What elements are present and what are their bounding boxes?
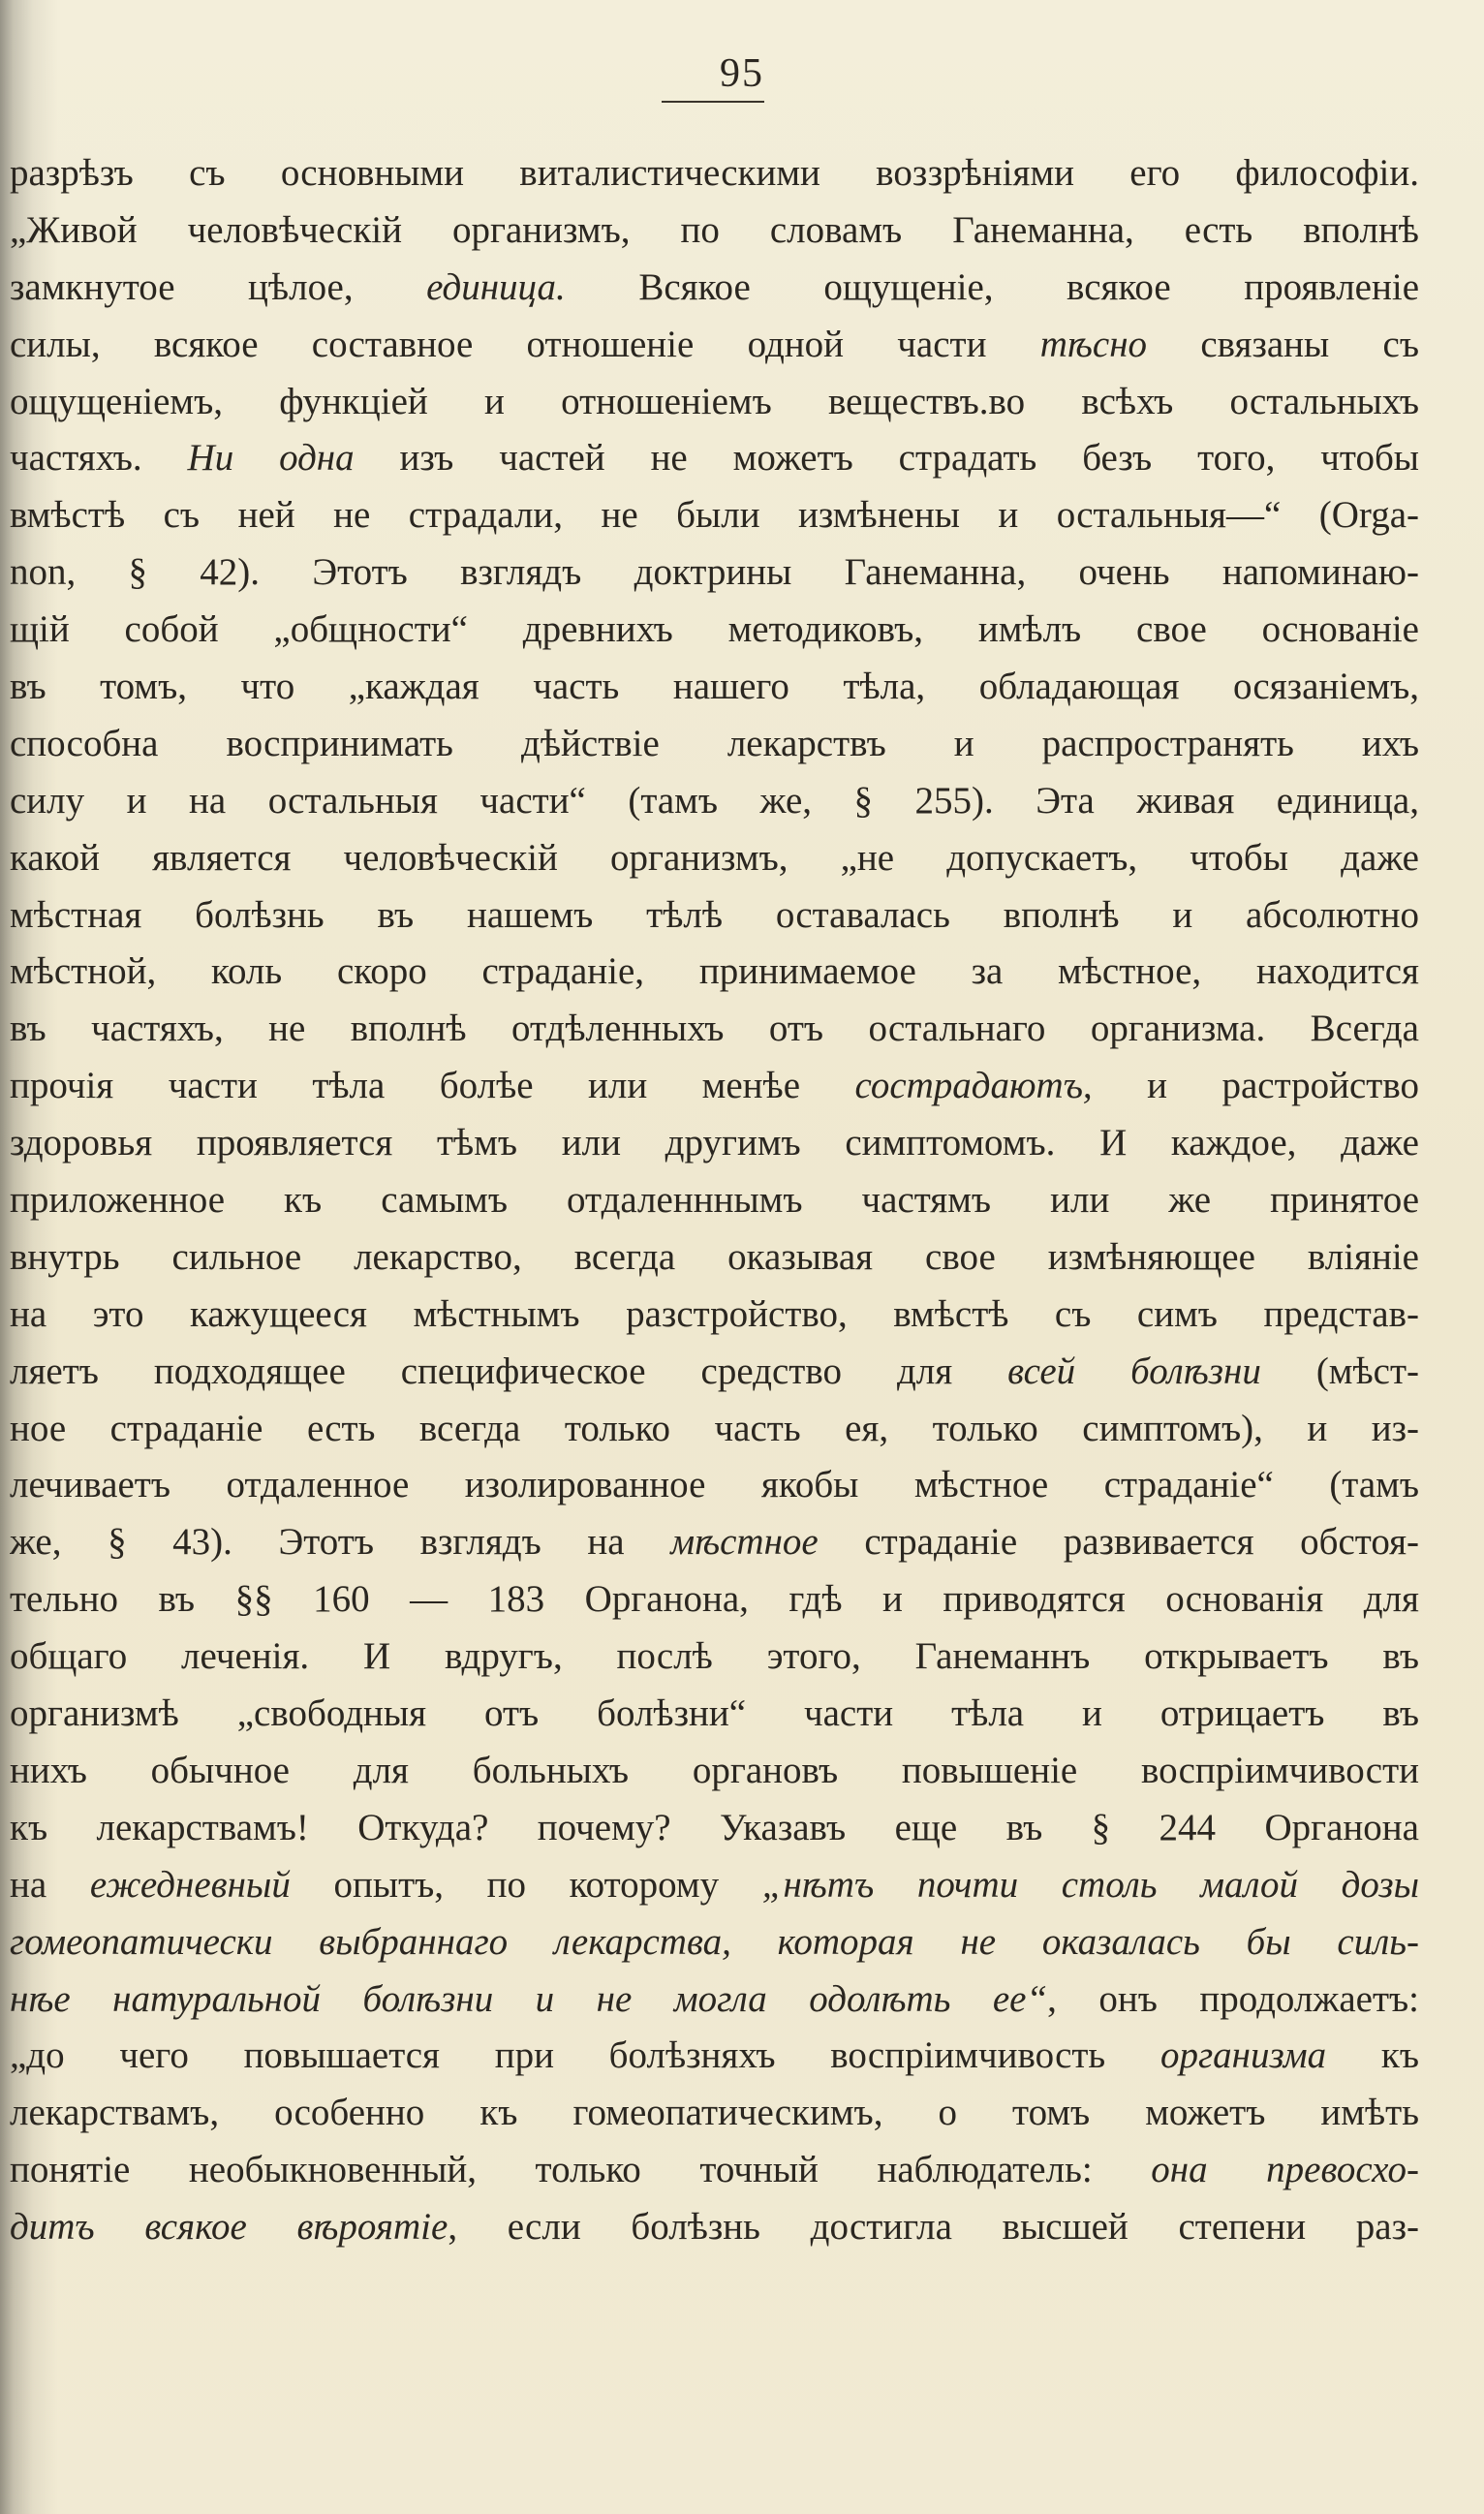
text-segment: non, § 42). Этотъ взглядъ доктрины Ганеманна, очень напоминаю- <box>10 551 1419 594</box>
text-segment: , если болѣзнь достигла высшей степени раз- <box>448 2206 1419 2249</box>
text-line <box>10 430 1419 487</box>
text-segment: ное страданіе есть всегда только часть ея, только симптомъ), и из- <box>10 1407 1419 1449</box>
text-line <box>10 1571 1419 1629</box>
text-line <box>10 2028 1419 2085</box>
text-segment: тельно въ §§ 160 — 183 Органона, гдѣ и приводятся основанія для <box>10 1578 1419 1621</box>
text-line <box>10 944 1419 1001</box>
text-line <box>10 1914 1419 1971</box>
text-segment: организмѣ „свободныя отъ болѣзни“ части тѣла и отрицаетъ въ <box>10 1692 1419 1735</box>
italic-text: всей болѣзни <box>1007 1350 1261 1392</box>
text-segment: , онъ продолжаетъ: <box>1047 1977 1419 2020</box>
text-line <box>10 2199 1419 2256</box>
text-line <box>10 2142 1419 2199</box>
text-segment: разрѣзъ съ основными виталистическими воззрѣніями его философіи. <box>10 152 1419 194</box>
text-segment: на <box>10 1863 90 1906</box>
italic-text: она превосхо- <box>1151 2149 1419 2191</box>
text-segment: щій собой „общности“ древнихъ методиковъ, имѣлъ свое основаніе <box>10 608 1419 651</box>
text-segment: какой является человѣческій организмъ, „не допускаетъ, чтобы даже <box>10 836 1419 879</box>
italic-text: ежедневный <box>89 1863 291 1906</box>
page-number: 95 <box>720 51 764 96</box>
text-line <box>10 1514 1419 1571</box>
text-segment: (мѣст- <box>1260 1350 1419 1392</box>
text-segment: мѣстной, коль скоро страданіе, принимаемое за мѣстное, находится <box>10 950 1419 993</box>
text-segment: „до чего повышается при болѣзняхъ воспріимчивость <box>10 2034 1160 2077</box>
text-line <box>10 1229 1419 1287</box>
text-segment: страданіе развивается обстоя- <box>818 1521 1419 1564</box>
italic-text: единица. <box>426 265 566 308</box>
text-segment: замкнутое цѣлое, <box>10 265 427 308</box>
text-line <box>10 1457 1419 1514</box>
text-line <box>10 374 1419 431</box>
text-line <box>10 1287 1419 1344</box>
text-segment: въ частяхъ, не вполнѣ отдѣленныхъ отъ остальнаго организма. Всегда <box>10 1008 1419 1050</box>
text-segment: общаго леченія. И вдругъ, послѣ этого, Ганеманнъ открываетъ въ <box>10 1635 1419 1678</box>
text-segment: Всякое ощущеніе, всякое проявленіе <box>565 265 1419 308</box>
text-line <box>10 1857 1419 1914</box>
text-segment: способна воспринимать дѣйствіе лекарствъ и распространять ихъ <box>10 722 1419 764</box>
text-segment: ощущеніемъ, функціей и отношеніемъ веществъ.во всѣхъ остальныхъ <box>10 380 1419 422</box>
text-segment: лекарствамъ, особенно къ гомеопатическимъ, о томъ можетъ имѣть <box>10 2092 1419 2134</box>
text-line <box>10 716 1419 773</box>
text-line <box>10 1058 1419 1115</box>
text-segment: „Живой человѣческій организмъ, по словамъ Ганеманна, есть вполнѣ <box>10 208 1419 251</box>
text-segment: здоровья проявляется тѣмъ или другимъ симптомомъ. И каждое, даже <box>10 1122 1419 1164</box>
text-segment: понятіе необыкновенный, только точный наблюдатель: <box>10 2149 1152 2191</box>
italic-text: организма <box>1159 2034 1327 2077</box>
text-segment: нихъ обычное для больныхъ органовъ повышеніе воспріимчивости <box>10 1749 1419 1791</box>
text-segment: къ лекарствамъ! Откуда? почему? Указавъ еще въ § 244 Органона <box>10 1806 1419 1848</box>
italic-text: тѣсно <box>1039 323 1148 365</box>
page-number-rule <box>662 101 764 103</box>
text-line <box>10 1115 1419 1172</box>
text-line <box>10 1401 1419 1458</box>
text-line <box>10 145 1419 202</box>
text-segment: прочія части тѣла болѣе или менѣе <box>10 1065 855 1107</box>
text-line <box>10 1001 1419 1058</box>
text-segment: связаны съ <box>1147 323 1419 365</box>
text-line <box>10 544 1419 602</box>
italic-text: гомеопатически выбраннаго лекарства, которая не оказалась бы силь- <box>10 1920 1419 1963</box>
text-line <box>10 1971 1419 2029</box>
text-segment: приложенное къ самымъ отдаленннымъ частямъ или же принятое <box>10 1179 1419 1222</box>
text-line <box>10 1686 1419 1743</box>
text-line <box>10 887 1419 945</box>
text-segment: и растройство <box>1092 1065 1419 1107</box>
text-line <box>10 1743 1419 1800</box>
italic-text: сострадаютъ, <box>854 1065 1093 1107</box>
text-segment: силы, всякое составное отношеніе одной части <box>10 323 1040 365</box>
text-segment: силу и на остальныя части“ (тамъ же, § 255). Эта живая единица, <box>10 779 1419 822</box>
italic-text: Ни одна <box>187 437 355 480</box>
text-line <box>10 317 1419 374</box>
text-line <box>10 1800 1419 1857</box>
italic-text: дитъ всякое вѣроятіе <box>10 2206 448 2249</box>
text-segment: ляетъ подходящее специфическое средство для <box>10 1350 1008 1392</box>
italic-text: „нѣтъ почти столь малой дозы <box>761 1863 1419 1906</box>
text-segment: частяхъ. <box>10 437 188 480</box>
text-line <box>10 830 1419 887</box>
text-line <box>10 1172 1419 1229</box>
text-line <box>10 260 1419 317</box>
text-segment: опытъ, по которому <box>290 1863 762 1906</box>
text-segment: мѣстная болѣзнь въ нашемъ тѣлѣ оставалась вполнѣ и абсолютно <box>10 893 1419 936</box>
text-line <box>10 2085 1419 2142</box>
text-segment: въ томъ, что „каждая часть нашего тѣла, обладающая осязаніемъ, <box>10 666 1419 708</box>
text-line <box>10 202 1419 260</box>
text-segment: лечиваетъ отдаленное изолированное якобы мѣстное страданіе“ (тамъ <box>10 1464 1419 1506</box>
text-line <box>10 773 1419 830</box>
text-line <box>10 602 1419 659</box>
text-segment: къ <box>1326 2034 1419 2077</box>
text-segment: изъ частей не можетъ страдать безъ того, чтобы <box>354 437 1419 480</box>
text-line <box>10 1344 1419 1401</box>
body-text <box>0 145 1419 2256</box>
text-line <box>10 659 1419 716</box>
text-segment: вмѣстѣ съ ней не страдали, не были измѣнены и остальныя—“ (Orga- <box>10 494 1419 537</box>
text-line <box>10 1629 1419 1686</box>
text-segment: на это кажущееся мѣстнымъ разстройство, вмѣстѣ съ симъ представ- <box>10 1292 1419 1335</box>
text-segment: же, § 43). Этотъ взглядъ на <box>10 1521 671 1564</box>
text-segment: внутрь сильное лекарство, всегда оказывая свое измѣняющее вліяніе <box>10 1235 1419 1278</box>
italic-text: мѣстное <box>670 1521 819 1564</box>
text-line <box>10 487 1419 544</box>
italic-text: нѣе натуральной болѣзни и не могла одолѣть ее“ <box>10 1977 1048 2020</box>
